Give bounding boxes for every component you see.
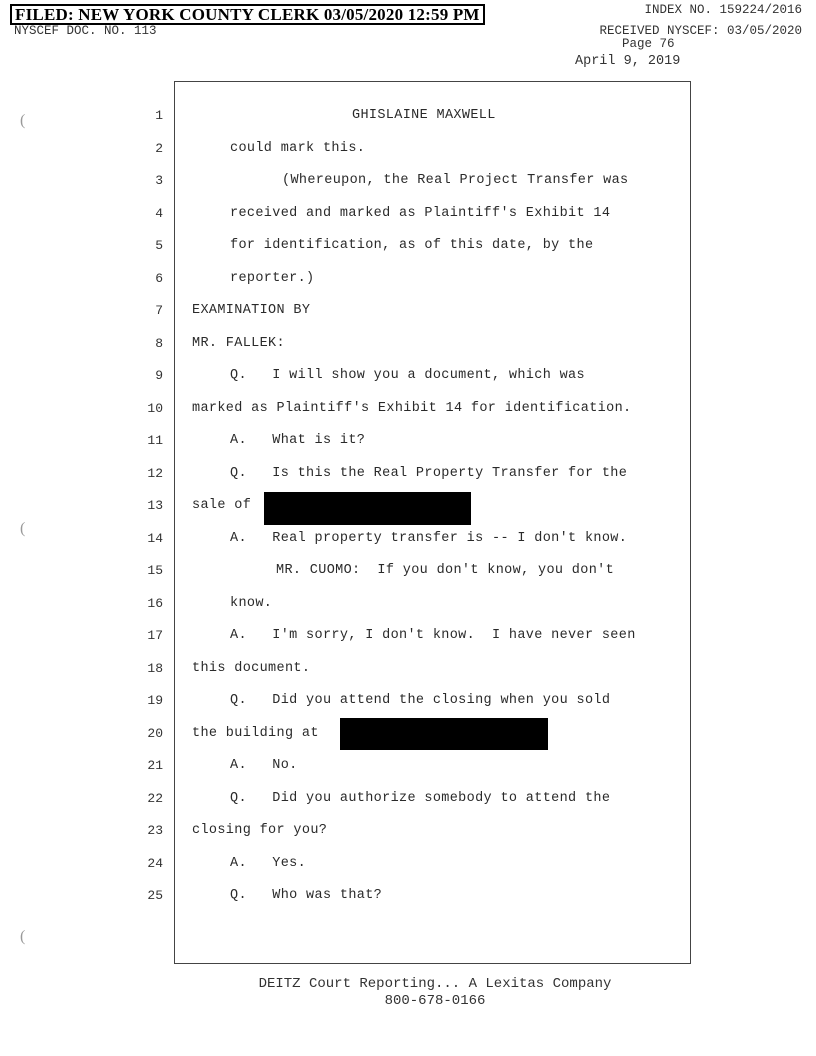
transcript-line: EXAMINATION BY	[192, 303, 311, 318]
transcript-line: Q. Who was that?	[230, 888, 383, 903]
scan-mark: (	[20, 928, 26, 945]
transcript-line: marked as Plaintiff's Exhibit 14 for identification.	[192, 401, 632, 416]
line-number: 13	[147, 498, 163, 513]
line-number: 8	[155, 336, 163, 351]
line-number: 9	[155, 368, 163, 383]
transcript-line: for identification, as of this date, by the	[230, 238, 594, 253]
doc-number: NYSCEF DOC. NO. 113	[14, 24, 157, 38]
line-number: 7	[155, 303, 163, 318]
line-number: 3	[155, 173, 163, 188]
transcript-heading: GHISLAINE MAXWELL	[352, 108, 496, 123]
line-number: 17	[147, 628, 163, 643]
footer-company: DEITZ Court Reporting... A Lexitas Company	[258, 976, 612, 992]
footer-phone: 800-678-0166	[384, 993, 486, 1009]
transcript-line: A. Yes.	[230, 856, 307, 871]
scan-mark: (	[20, 112, 26, 129]
page-number: Page 76	[622, 37, 675, 51]
index-number: INDEX NO. 159224/2016	[644, 3, 802, 17]
line-number: 1	[155, 108, 163, 123]
transcript-line: know.	[230, 596, 273, 611]
line-number: 23	[147, 823, 163, 838]
transcript-line: Q. Did you authorize somebody to attend the	[230, 791, 611, 806]
transcript-line: A. I'm sorry, I don't know. I have never seen	[230, 628, 636, 643]
transcript-line: this document.	[192, 661, 311, 676]
line-number: 5	[155, 238, 163, 253]
scan-mark: (	[20, 520, 26, 537]
line-number: 25	[147, 888, 163, 903]
line-number: 15	[147, 563, 163, 578]
transcript-line: Q. Is this the Real Property Transfer for the	[230, 466, 628, 481]
transcript-line: could mark this.	[230, 141, 366, 156]
transcript-line: (Whereupon, the Real Project Transfer was	[282, 173, 629, 188]
line-number: 22	[147, 791, 163, 806]
line-number: 12	[147, 466, 163, 481]
received-stamp: RECEIVED NYSCEF: 03/05/2020	[599, 24, 802, 38]
transcript-line: the building at	[192, 726, 319, 741]
line-number: 6	[155, 271, 163, 286]
line-number: 21	[147, 758, 163, 773]
line-number: 18	[147, 661, 163, 676]
transcript-line: MR. FALLEK:	[192, 336, 285, 351]
transcript-line: Q. I will show you a document, which was	[230, 368, 585, 383]
line-number: 10	[147, 401, 163, 416]
transcript-line: MR. CUOMO: If you don't know, you don't	[276, 563, 615, 578]
transcript-line: A. Real property transfer is -- I don't know.	[230, 531, 628, 546]
transcript-line: reporter.)	[230, 271, 315, 286]
line-number: 14	[147, 531, 163, 546]
transcript-line: A. No.	[230, 758, 298, 773]
transcript-line: closing for you?	[192, 823, 328, 838]
line-number: 2	[155, 141, 163, 156]
line-number: 24	[147, 856, 163, 871]
page-date: April 9, 2019	[575, 54, 681, 69]
transcript-line: Q. Did you attend the closing when you sold	[230, 693, 611, 708]
filed-banner: FILED: NEW YORK COUNTY CLERK 03/05/2020 12:59 PM	[10, 4, 485, 25]
line-number: 11	[147, 433, 163, 448]
transcript-line: sale of	[192, 498, 252, 513]
line-number: 19	[147, 693, 163, 708]
redaction-block	[340, 718, 548, 750]
line-number: 20	[147, 726, 163, 741]
transcript-line: received and marked as Plaintiff's Exhibit 14	[230, 206, 611, 221]
transcript-line: A. What is it?	[230, 433, 366, 448]
line-number: 4	[155, 206, 163, 221]
line-number: 16	[147, 596, 163, 611]
redaction-block	[264, 492, 471, 525]
